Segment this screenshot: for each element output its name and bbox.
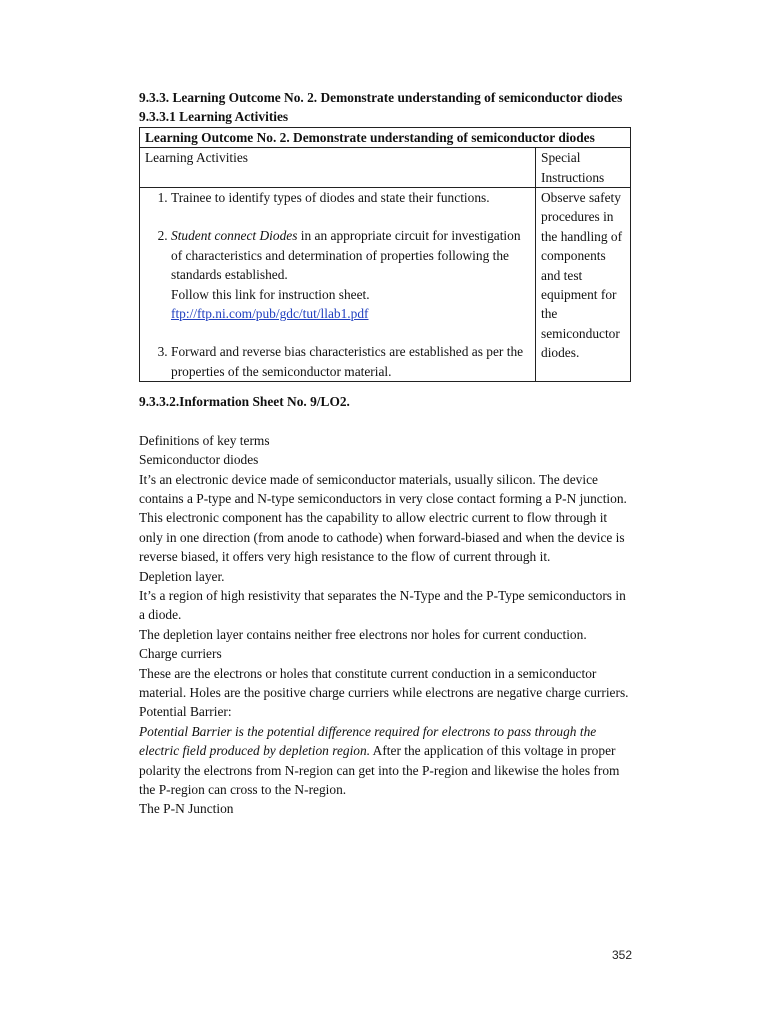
semiconductor-diodes-text: It’s an electronic device made of semiconductor materials, usually silicon. The device contains a P-type and N-type semiconductors in very close contact forming a P-N junction. This electronic component has the capability to allow electric current to flow through it only in one direction (from anode to cathode) when forward-biased and when the device is reverse biased, it offers very high resistance to the flow of current through it. xyxy=(139,471,627,565)
table-header-row xyxy=(140,148,631,188)
special-instructions-cell: Observe safety procedures in the handling of components and test equipment for the semiconductor diodes. xyxy=(536,188,631,382)
activity-3-text: Forward and reverse bias characteristics are established as per the properties of the semiconductor material. xyxy=(171,344,524,379)
table-title: Learning Outcome No. 2. Demonstrate understanding of semiconductor diodes xyxy=(140,127,631,147)
learning-activities-table xyxy=(139,127,631,382)
activities-cell xyxy=(140,188,536,382)
column-header-special: Special Instructions xyxy=(536,148,631,188)
depletion-layer-text-1: It’s a region of high resistivity that separates the N-Type and the P-Type semiconductors in a diode. xyxy=(139,587,626,623)
list-item xyxy=(171,226,530,323)
page-content xyxy=(139,88,631,819)
potential-barrier-rest: After the application of this voltage in proper polarity the electrons from N-region can get into the P-region and likewise the holes from the P-region can cross to the N-region. xyxy=(139,743,620,797)
potential-barrier-definition: Potential Barrier is the potential difference required for electrons to pass through the electric field produced by depletion region. xyxy=(139,723,597,759)
list-item xyxy=(171,342,530,381)
instruction-sheet-link[interactable]: ftp://ftp.ni.com/pub/gdc/tut/llab1.pdf xyxy=(171,306,369,322)
subsection-heading: 9.3.3.1 Learning Activities xyxy=(139,109,289,125)
depletion-layer-title: Depletion layer. xyxy=(139,568,225,584)
table-row xyxy=(140,188,631,382)
potential-barrier-text xyxy=(139,722,631,800)
info-sheet-heading: 9.3.3.2.Information Sheet No. 9/LO2. xyxy=(139,394,350,410)
semiconductor-diodes-title: Semiconductor diodes xyxy=(139,452,259,468)
charge-curriers-text: These are the electrons or holes that constitute current conduction in a semiconductor material. Holes are the positive charge curriers while electrons are negative charge curriers. xyxy=(139,665,629,700)
activities-list xyxy=(145,188,530,381)
definitions-heading: Definitions of key terms xyxy=(139,432,270,448)
list-item xyxy=(171,188,530,207)
table-title-row xyxy=(140,127,631,147)
depletion-layer-text-2: The depletion layer contains neither free electrons nor holes for current conduction. xyxy=(139,626,587,642)
page-number: 352 xyxy=(612,948,633,962)
activity-2-follow: Follow this link for instruction sheet. xyxy=(171,286,370,302)
column-header-activities: Learning Activities xyxy=(140,148,536,188)
pn-junction-title: The P-N Junction xyxy=(139,801,234,817)
activity-1-text: Trainee to identify types of diodes and state their functions. xyxy=(171,190,490,206)
charge-curriers-title: Charge curriers xyxy=(139,646,222,662)
section-heading: 9.3.3. Learning Outcome No. 2. Demonstrate understanding of semiconductor diodes xyxy=(139,90,623,105)
activity-2-italic: Student connect Diodes xyxy=(171,228,298,244)
potential-barrier-title: Potential Barrier: xyxy=(139,704,232,720)
activity-2-text: in an appropriate circuit for investigation of characteristics and determination of properties following the standards established. xyxy=(171,228,521,283)
